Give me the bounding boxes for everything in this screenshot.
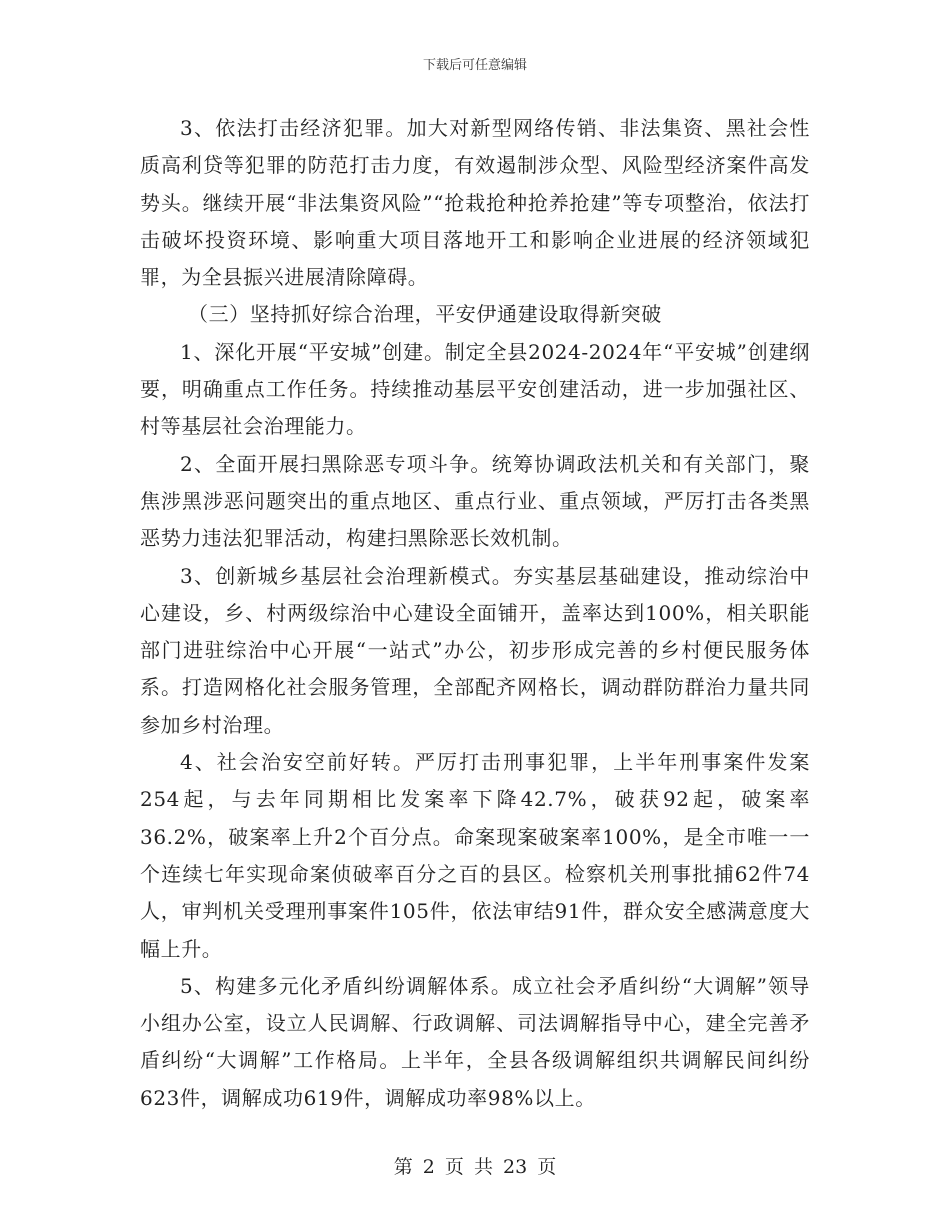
paragraph-public-security: 4、社会治安空前好转。严厉打击刑事犯罪，上半年刑事案件发案254起，与去年同期相比发案率下降42.7%，破获92起，破案率36.2%，破案率上升2个百分点。命案现案破案率100%，是全市唯一一个连续七年实现命案侦破率百分之百的县区。检察机关刑事批捕62件74人，审判机关受理刑事案件105件，依法审结91件，群众安全感满意度大幅上升。: [140, 750, 810, 961]
paragraph-grassroots-governance: 3、创新城乡基层社会治理新模式。夯实基层基础建设，推动综治中心建设，乡、村两级综治中心建设全面铺开，盖率达到100%，相关职能部门进驻综治中心开展“一站式”办公，初步形成完善的乡村便民服务体系。打造网格化社会服务管理，全部配齐网格长，调动群防群治力量共同参加乡村治理。: [140, 563, 810, 737]
page-footer: 第 2 页 共 23 页: [393, 1156, 557, 1178]
page-header: 下载后可任意编辑: [422, 58, 527, 73]
paragraph-economic-crime: 3、依法打击经济犯罪。加大对新型网络传销、非法集资、黑社会性质高利贷等犯罪的防范打击力度，有效遏制涉众型、风险型经济案件高发势头。继续开展“非法集资风险”“抢栽抢种抢养抢建”等专项整治，依法打击破坏投资环境、影响重大项目落地开工和影响企业进展的经济领域犯罪，为全县振兴进展清除障碍。: [140, 116, 810, 290]
document-body: [140, 110, 810, 1117]
paragraph-anti-crime-campaign: 2、全面开展扫黑除恶专项斗争。统筹协调政法机关和有关部门，聚焦涉黑涉恶问题突出的重点地区、重点行业、重点领域，严厉打击各类黑恶势力违法犯罪活动，构建扫黑除恶长效机制。: [140, 451, 810, 551]
paragraph-dispute-mediation: 5、构建多元化矛盾纠纷调解体系。成立社会矛盾纠纷“大调解”领导小组办公室，设立人民调解、行政调解、司法调解指导中心，建全完善矛盾纠纷“大调解”工作格局。上半年，全县各级调解组织共调解民间纠纷623件，调解成功619件，调解成功率98%以上。: [140, 973, 810, 1110]
paragraph-safe-city: 1、深化开展“平安城”创建。制定全县2024-2024年“平安城”创建纲要，明确重点工作任务。持续推动基层平安创建活动，进一步加强社区、村等基层社会治理能力。: [140, 339, 810, 439]
section-heading: （三）坚持抓好综合治理，平安伊通建设取得新突破: [188, 302, 662, 327]
